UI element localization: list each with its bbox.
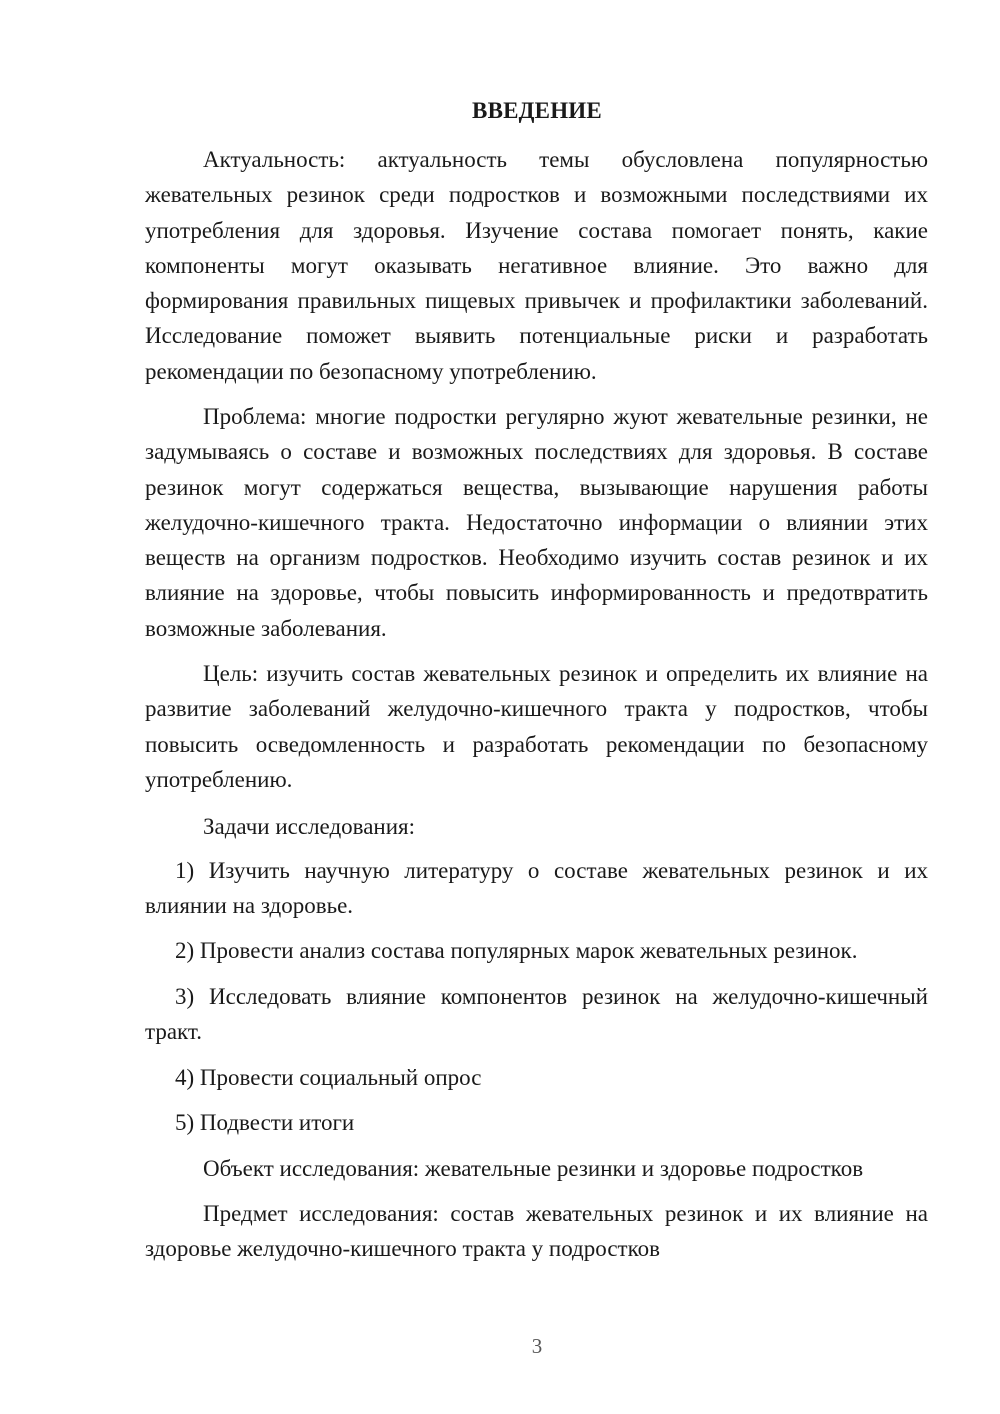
page-number: 3 [531, 1334, 543, 1358]
task-item: 5) Подвести итоги [175, 1110, 355, 1135]
subject-paragraph: Предмет исследования: состав жевательных резинок и их влияние на здоровье желудочно-кишечного тракта у подростков [145, 1201, 928, 1262]
task-item: 2) Провести анализ состава популярных марок жевательных резинок. [175, 938, 858, 963]
relevance-paragraph: Актуальность: актуальность темы обусловлена популярностью жевательных резинок среди подростков и возможными последствиями их употребления для здоровья. Изучение состава помогает понять, какие компоненты могут оказывать негативное влияние. Это важно для формирования правильных пищевых привычек и профилактики заболеваний. Исследование поможет выявить потенциальные риски и разработать рекомендации по безопасному употреблению. [145, 147, 928, 384]
page-title: ВВЕДЕНИЕ [472, 98, 602, 123]
task-item: 4) Провести социальный опрос [175, 1065, 482, 1090]
task-item: 3) Исследовать влияние компонентов резинок на желудочно-кишечный тракт. [145, 984, 928, 1045]
object-paragraph: Объект исследования: жевательные резинки и здоровье подростков [203, 1156, 864, 1181]
goal-paragraph: Цель: изучить состав жевательных резинок и определить их влияние на развитие заболеваний желудочно-кишечного тракта у подростков, чтобы повысить осведомленность и разработать рекомендации по безопасному употреблению. [145, 661, 928, 792]
task-item: 1) Изучить научную литературу о составе жевательных резинок и их влиянии на здоровье. [145, 858, 928, 919]
tasks-heading: Задачи исследования: [203, 814, 416, 839]
problem-paragraph: Проблема: многие подростки регулярно жуют жевательные резинки, не задумываясь о составе и возможных последствиях для здоровья. В составе резинок могут содержаться вещества, вызывающие нарушения работы желудочно-кишечного тракта. Недостаточно информации о влиянии этих веществ на организм подростков. Необходимо изучить состав резинок и их влияние на здоровье, чтобы повысить информированность и предотвратить возможные заболевания. [145, 404, 928, 641]
